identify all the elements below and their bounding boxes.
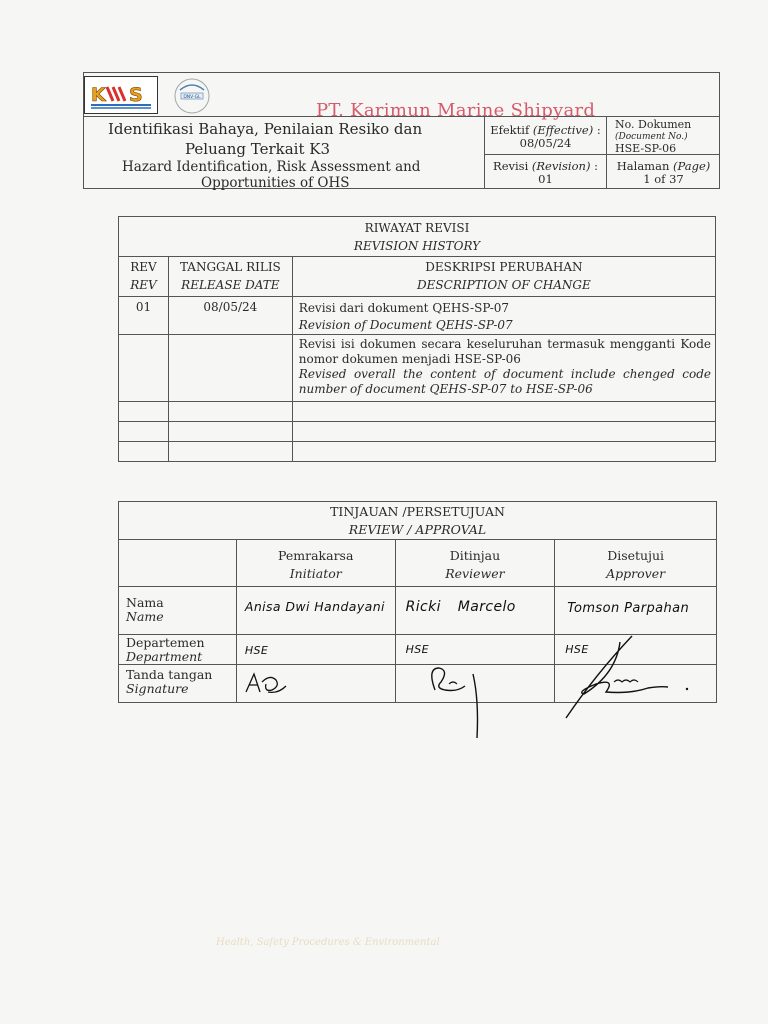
certification-logo <box>172 76 212 116</box>
effective-date-cell: Efektif (Effective) : 08/05/24 <box>484 116 606 155</box>
revision-label: Revisi <box>493 159 529 173</box>
approver-name: Tomson Parpahan <box>555 587 717 635</box>
reviewer-signature-mark <box>415 660 495 744</box>
desc-cell: Revisi dari dokument QEHS-SP-07 Revision of Document QEHS-SP-07 <box>292 297 715 335</box>
col-date-header: TANGGAL RILIS RELEASE DATE <box>168 257 292 297</box>
col-reviewer-header: Ditinjau Reviewer <box>395 540 555 587</box>
table-row <box>119 297 716 335</box>
footer-text: Health, Safety Procedures & Environmental <box>216 937 440 948</box>
approver-signature-mark <box>556 634 696 724</box>
company-logo <box>84 76 158 114</box>
effective-value: 08/05/24 <box>519 136 572 150</box>
table-row <box>119 402 716 422</box>
doc-no-label: No. Dokumen <box>615 118 692 131</box>
row-name-label: Nama Name <box>119 587 237 635</box>
effective-label-en: (Effective) <box>532 123 594 137</box>
page-value: 1 of 37 <box>643 172 684 186</box>
rev-cell <box>119 335 169 402</box>
page-label: Halaman <box>616 159 670 173</box>
page-cell <box>606 155 720 188</box>
initiator-name: Anisa Dwi Handayani <box>236 587 395 635</box>
document-title <box>84 116 484 191</box>
col-approver-header: Disetujui Approver <box>555 540 717 587</box>
initiator-dept: HSE <box>236 635 395 665</box>
revision-cell: Revisi (Revision) : 01 <box>484 155 606 188</box>
reviewer-name: Ricki Marcelo <box>395 587 555 635</box>
revision-history-table <box>118 216 716 462</box>
table-row <box>119 335 716 402</box>
title-en-line2: Opportunities of OHS <box>201 175 350 191</box>
page-label-en: (Page) <box>673 159 711 173</box>
document-number-cell <box>606 116 720 155</box>
reviewer-dept: HSE <box>395 635 555 665</box>
svg-text:K: K <box>91 84 106 106</box>
title-id-line1: Identifikasi Bahaya, Penilaian Resiko dan <box>108 120 423 138</box>
title-id-line2: Peluang Terkait K3 <box>185 140 330 158</box>
approver-dept: HSE <box>555 635 717 665</box>
row-sig-label: Tanda tangan Signature <box>119 665 237 703</box>
desc-cell: Revisi isi dokumen secara keseluruhan termasuk mengganti Kode nomor dokumen menjadi HSE-SP-06 Revised overall the content of document include chenged code number of document QEHS-SP-07 to HSE-SP-06 <box>292 335 715 402</box>
initiator-signature-mark <box>240 668 290 700</box>
effective-label: Efektif <box>490 123 530 137</box>
doc-no-label-en: (Document No.) <box>615 132 688 142</box>
table-row <box>119 442 716 462</box>
doc-no-value: HSE-SP-06 <box>615 142 677 155</box>
col-initiator-header: Pemrakarsa Initiator <box>236 540 395 587</box>
date-cell <box>168 335 292 402</box>
col-desc-header: DESKRIPSI PERUBAHAN DESCRIPTION OF CHANGE <box>292 257 715 297</box>
revision-label-en: (Revision) <box>531 159 591 173</box>
rev-cell: 01 <box>119 297 169 335</box>
svg-text:DNV·GL: DNV·GL <box>183 95 201 100</box>
company-name: PT. Karimun Marine Shipyard <box>316 100 596 121</box>
row-dept-label: Departemen Department <box>119 635 237 665</box>
approval-title: TINJAUAN /PERSETUJUAN REVIEW / APPROVAL <box>119 502 717 540</box>
name-row <box>119 587 717 635</box>
revision-value: 01 <box>538 172 553 186</box>
date-cell: 08/05/24 <box>168 297 292 335</box>
table-row <box>119 422 716 442</box>
title-en-line1: Hazard Identification, Risk Assessment and <box>122 159 421 175</box>
col-rev-header: REV REV <box>119 257 169 297</box>
svg-text:S: S <box>129 84 143 106</box>
revision-history-title: RIWAYAT REVISI REVISION HISTORY <box>119 217 716 257</box>
